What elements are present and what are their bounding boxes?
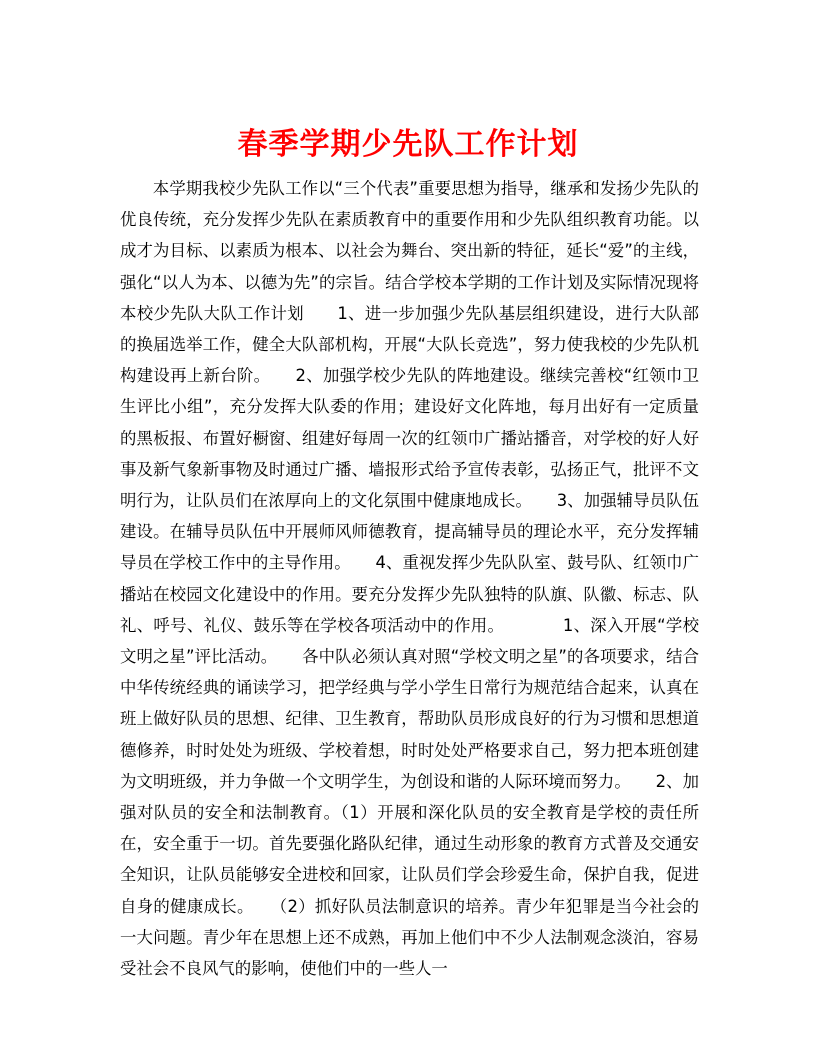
document-title: 春季学期少先队工作计划 [237, 127, 579, 163]
document-body-paragraph: 本学期我校少先队工作以“三个代表”重要思想为指导，继承和发扬少先队的优良传统，充分发挥少先队在素质教育中的重要作用和少先队组织教育功能。以成才为目标、以素质为根本、以社会为舞台、突出新的特征，延长“爱”的主线，强化“以人为本、以德为先”的宗旨。结合学校本学期的工作计划及实际情况现将本校少先队大队工作计划 1、进一步加强少先队基层组织建设，进行大队部的换届选举工作，健全大队部机构，开展“大队长竞选”，努力使我校的少先队机构建设再上新台阶。 2、加强学校少先队的阵地建设。继续完善校“红领巾卫生评比小组”，充分发挥大队委的作用；建设好文化阵地，每月出好有一定质量的黑板报、布置好橱窗、组建好每周一次的红领巾广播站播音，对学校的好人好事及新气象新事物及时通过广播、墙报形式给予宣传表彰，弘扬正气，批评不文明行为，让队员们在浓厚向上的文化氛围中健康地成长。 3、加强辅导员队伍建设。在辅导员队伍中开展师风师德教育，提高辅导员的理论水平，充分发挥辅导员在学校工作中的主导作用。 4、重视发挥少先队队室、鼓号队、红领巾广播站在校园文化建设中的作用。要充分发挥少先队独特的队旗、队徽、标志、队礼、呼号、礼仪、鼓乐等在学校各项活动中的作用。 1、深入开展“学校文明之星”评比活动。 各中队必须认真对照“学校文明之星”的各项要求，结合中华传统经典的诵读学习，把学经典与学小学生日常行为规范结合起来，认真在班上做好队员的思想、纪律、卫生教育，帮助队员形成良好的行为习惯和思想道德修养，时时处处为班级、学校着想，时时处处严格要求自己，努力把本班创建为文明班级，并力争做一个文明学生，为创设和谐的人际环境而努力。 2、加强对队员的安全和法制教育。（1）开展和深化队员的安全教育是学校的责任所在，安全重于一切。首先要强化路队纪律，通过生动形象的教育方式普及交通安全知识，让队员能够安全进校和回家，让队员们学会珍爱生命，保护自我，促进自身的健康成长。 （2）抓好队员法制意识的培养。青少年犯罪是当今社会的一大问题。青少年在思想上还不成熟，再加上他们中不少人法制观念淡泊，容易受社会不良风气的影响，使他们中的一些人一 [120, 179, 699, 979]
